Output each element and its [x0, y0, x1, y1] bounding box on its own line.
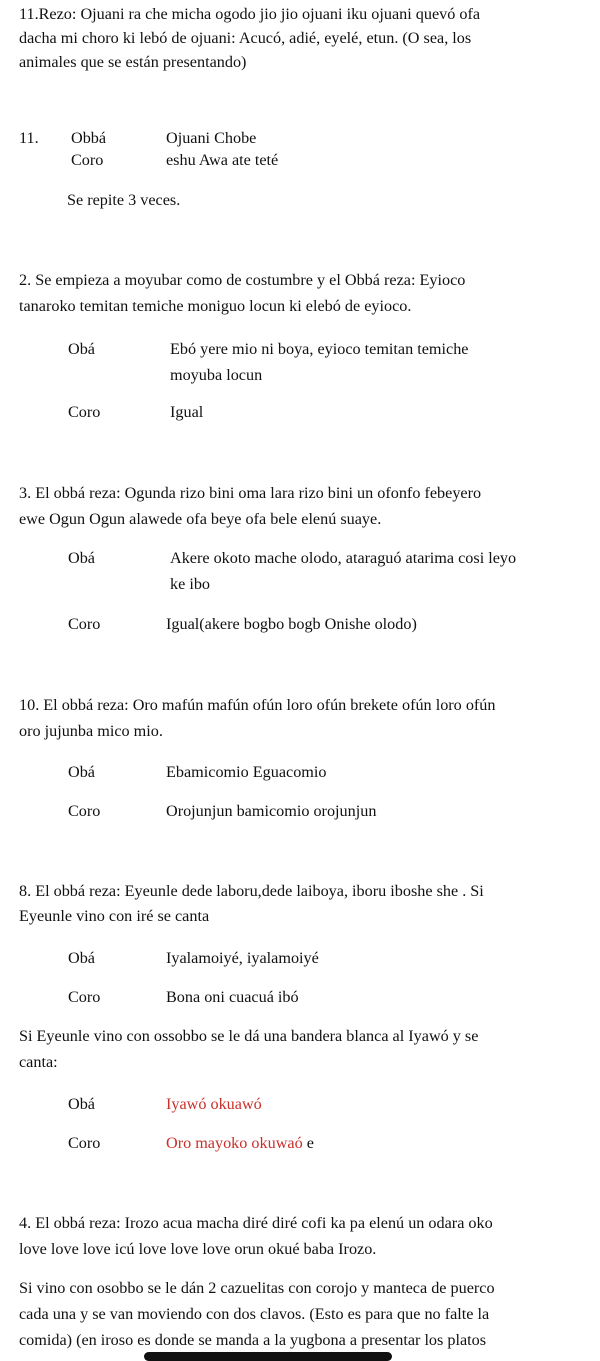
intro-line-1: 11.Rezo: Ojuani ra che micha ogodo jio jio ojuani iku ojuani quevó ofa — [19, 5, 481, 23]
chant11-chorus-label: Coro — [71, 151, 104, 169]
sec3-line-1: 3. El obbá reza: Ogunda rizo bini oma lara rizo bini un ofonfo febeyero — [19, 484, 482, 502]
chant11-note: Se repite 3 veces. — [67, 191, 181, 209]
sec8-lead-text: Iyalamoiyé, iyalamoiyé — [166, 949, 319, 967]
sec2-chorus-label: Coro — [68, 403, 101, 421]
sec4-line-1: 4. El obbá reza: Irozo acua macha diré diré cofi ka pa elenú un odara oko — [19, 1214, 493, 1232]
sec3-lead-label: Obá — [68, 549, 95, 567]
chant11-number: 11. — [19, 129, 39, 147]
sec2-line-2: tanaroko temitan temiche moniguo locun ki elebó de eyioco. — [19, 297, 412, 315]
sec10-line-1: 10. El obbá reza: Oro mafún mafún ofún loro ofún brekete ofún loro ofún — [19, 696, 496, 714]
sec3-line-2: ewe Ogun Ogun alawede ofa beye ofa bele elenú suaye. — [19, 510, 382, 528]
sec8-lead2-text: Iyawó okuawó — [166, 1095, 262, 1113]
sec8-chorus2-text — [166, 1131, 314, 1155]
sec4-line-3: Si vino con osobbo se le dán 2 cazuelitas con corojo y manteca de puerco — [19, 1279, 495, 1297]
sec10-chorus-text: Orojunjun bamicomio orojunjun — [166, 802, 377, 820]
sec8-lead-label: Obá — [68, 949, 95, 967]
home-indicator-bar — [144, 1352, 392, 1361]
sec10-lead-label: Obá — [68, 763, 95, 781]
sec3-chorus-label: Coro — [68, 615, 101, 633]
sec10-chorus-label: Coro — [68, 802, 101, 820]
sec8-chorus-text: Bona oni cuacuá ibó — [166, 988, 299, 1006]
sec3-lead-text-2: ke ibo — [170, 575, 211, 593]
sec2-lead-text-2: moyuba locun — [170, 366, 263, 384]
sec8-line-3: Si Eyeunle vino con ossobbo se le dá una bandera blanca al Iyawó y se — [19, 1027, 479, 1045]
sec8-line-1: 8. El obbá reza: Eyeunle dede laboru,dede laiboya, iboru iboshe she . Si — [19, 882, 484, 900]
sec2-lead-label: Obá — [68, 340, 95, 358]
intro-line-2: dacha mi choro ki lebó de ojuani: Acucó, adié, eyelé, etun. (O sea, los — [19, 29, 472, 47]
sec2-lead-text-1: Ebó yere mio ni boya, eyioco temitan temiche — [170, 340, 469, 358]
sec4-line-5: comida) (en iroso es donde se manda a la yugbona a presentar los platos — [19, 1331, 487, 1349]
sec10-line-2: oro jujunba mico mio. — [19, 722, 163, 740]
chant11-chorus-text: eshu Awa ate teté — [166, 151, 279, 169]
sec10-lead-text: Ebamicomio Eguacomio — [166, 763, 327, 781]
chant11-lead-label: Obbá — [71, 129, 107, 147]
sec2-line-1: 2. Se empieza a moyubar como de costumbre y el Obbá reza: Eyioco — [19, 271, 466, 289]
chant11-lead-text: Ojuani Chobe — [166, 129, 257, 147]
sec8-chorus-label: Coro — [68, 988, 101, 1006]
sec8-line-4: canta: — [19, 1053, 58, 1071]
sec3-chorus-text: Igual(akere bogbo bogb Onishe olodo) — [166, 615, 417, 633]
sec8-lead2-label: Obá — [68, 1095, 95, 1113]
sec4-line-4: cada una y se van moviendo con dos clavos. (Esto es para que no falte la — [19, 1305, 490, 1323]
sec2-chorus-text: Igual — [170, 403, 204, 421]
sec8-chorus2-label: Coro — [68, 1134, 101, 1152]
sec8-chorus2-text-red: Oro mayoko okuwaó — [166, 1134, 303, 1152]
sec8-chorus2-text-end: e — [302, 1134, 314, 1152]
sec4-line-2: love love love icú love love love orun okué baba Irozo. — [19, 1240, 377, 1258]
intro-line-3: animales que se están presentando) — [19, 53, 247, 71]
sec3-lead-text-1: Akere okoto mache olodo, ataraguó atarima cosi leyo — [170, 549, 517, 567]
sec8-line-2: Eyeunle vino con iré se canta — [19, 907, 210, 925]
